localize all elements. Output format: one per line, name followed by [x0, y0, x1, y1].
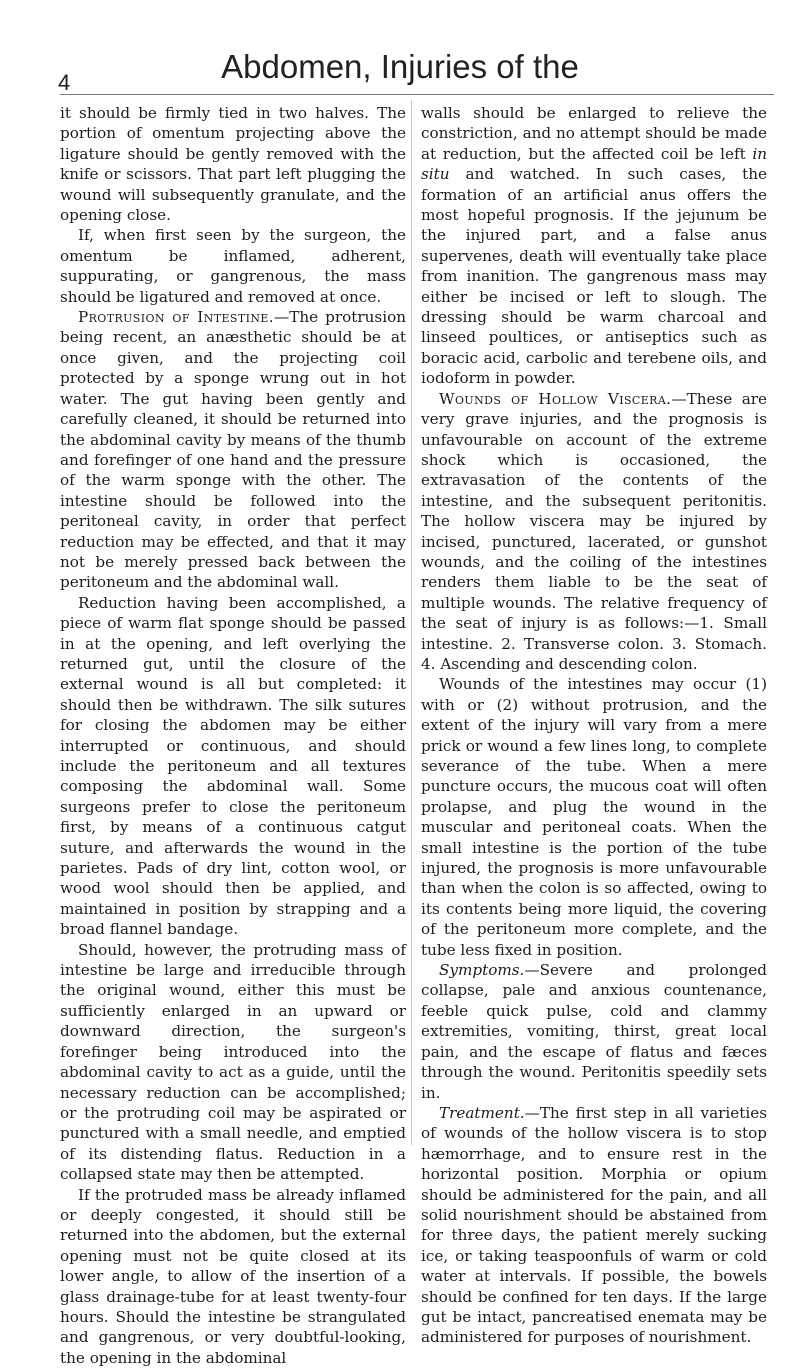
page-number: 4	[58, 70, 71, 95]
page-title: Abdomen, Injuries of the	[221, 48, 579, 85]
paragraph-text: —The first step in all varieties of wounds of the hollow viscera is to stop hæmorrhage, and to ensure rest in the horizontal position. Morphia or opium should be administered for the pain, and all solid nourishment should be abstained from for three days, the patient merely sucking ice, or taking teaspoonfuls of warm or cold water at intervals. If possible, the bowels should be confined for ten days. If the large gut be intact, pancreatised enemata may be administered for purposes of nourishment.	[421, 1103, 767, 1347]
paragraph: Wounds of the intestines may occur (1) with or (2) without protrusion, and the extent of the injury will vary from a mere prick or wound a few lines long, to complete severance of the tube. When a mere puncture occurs, the mucous coat will often prolapse, and plug the wound in the muscular and peritoneal coats. When the small intestine is the portion of the tube injured, the prognosis is more unfavourable than when the colon is so affected, owing to its contents being more liquid, the covering of the peritoneum more complete, and the tube less fixed in position.	[421, 675, 767, 959]
paragraph-text: —The protrusion being recent, an anæsthetic should be at once given, and the projecting coil protected by a sponge wrung out in hot water. The gut having been gently and carefully cleaned, it should be returned into the abdominal cavity by means of the thumb and forefinger of one hand and the pressure of the warm sponge with the other. The intestine should be followed into the peritoneal cavity, in order that perfect reduction may be effected, and that it may not be merely pressed back between the peritoneum and the abdominal wall.	[60, 308, 406, 592]
left-column	[60, 103, 406, 1368]
paragraph: Reduction having been accomplished, a piece of warm flat sponge should be passed in at the opening, and left overlying the returned gut, until the closure of the external wound is all but completed: it should then be withdrawn. The silk sutures for closing the abdomen may be either interrupted or continuous, and should include the peritoneum and all textures composing the abdominal wall. Some surgeons prefer to close the peritoneum first, by means of a continuous catgut suture, and afterwards the wound in the parietes. Pads of dry lint, cotton wool, or wood wool should then be applied, and maintained in position by strapping and a broad flannel bandage.	[60, 593, 406, 939]
paragraph	[421, 960, 767, 1103]
paragraph-text: —Severe and prolonged collapse, pale and anxious countenance, feeble quick pulse, cold and clammy extremities, vomiting, thirst, great local pain, and the escape of flatus and fæces through the wound. Peritonitis speedily sets in.	[421, 961, 767, 1102]
right-column	[421, 103, 767, 1348]
paragraph: it should be firmly tied in two halves. The portion of omentum projecting above the ligature should be gently removed with the knife or scissors. That part left plugging the wound will subsequently granulate, and the opening close.	[60, 104, 406, 225]
paragraph: If the protruded mass be already inflamed or deeply congested, it should still be returned into the abdomen, but the external opening must not be quite closed at its lower angle, to allow of the insertion of a glass drainage-tube for at least twenty-four hours. Should the intestine be strangulated and gangrenous, or very doubtful-looking, the opening in the abdominal	[60, 1185, 406, 1367]
paragraph	[421, 389, 767, 675]
paragraph	[421, 1103, 767, 1348]
subsection-heading: Symptoms.	[439, 961, 525, 980]
section-heading: Protrusion of Intestine.	[78, 308, 274, 327]
paragraph-text: —These are very grave injuries, and the prognosis is unfavourable on account of the extreme shock which is occasioned, the extravasation of the contents of the intestine, and the subsequent peritonitis. The hollow viscera may be injured by incised, punctured, lacerated, or gunshot wounds, and the coiling of the intestines renders them liable to be the seat of multiple wounds. The relative frequency of the seat of injury is as follows:—1. Small intestine. 2. Transverse colon. 3. Stomach. 4. Ascending and descending colon.	[421, 389, 767, 673]
italic-term: in situ	[421, 144, 767, 184]
column-divider	[411, 100, 412, 1145]
paragraph-text: and watched. In such cases, the formation of an artificial anus offers the most hopeful prognosis. If the jejunum be the injured part, and a false anus supervenes, death will eventually take place from inanition. The gangrenous mass may either be incised or left to slough. The dressing should be warm charcoal and linseed poultices, or antiseptics such as boracic acid, carbolic and terebene oils, and iodoform in powder.	[421, 165, 767, 388]
header-rule	[60, 94, 774, 95]
section-heading: Wounds of Hollow Viscera.	[439, 389, 672, 408]
paragraph: If, when first seen by the surgeon, the omentum be inflamed, adherent, suppurating, or gangrenous, the mass should be ligatured and removed at once.	[60, 226, 406, 306]
paragraph: Should, however, the protruding mass of intestine be large and irreducible through the original wound, either this must be sufficiently enlarged in an upward or downward direction, the surgeon's forefinger being introduced into the abdominal cavity to act as a guide, until the necessary reduction can be accomplished; or the protruding coil may be aspirated or punctured with a small needle, and emptied of its distending flatus. Reduction in a collapsed state may then be attempted.	[60, 940, 406, 1184]
paragraph-text: walls should be enlarged to relieve the constriction, and no attempt should be made at reduction, but the affected coil be left	[421, 104, 767, 163]
paragraph	[421, 103, 767, 389]
paragraph	[60, 307, 406, 593]
subsection-heading: Treatment.	[439, 1103, 525, 1122]
